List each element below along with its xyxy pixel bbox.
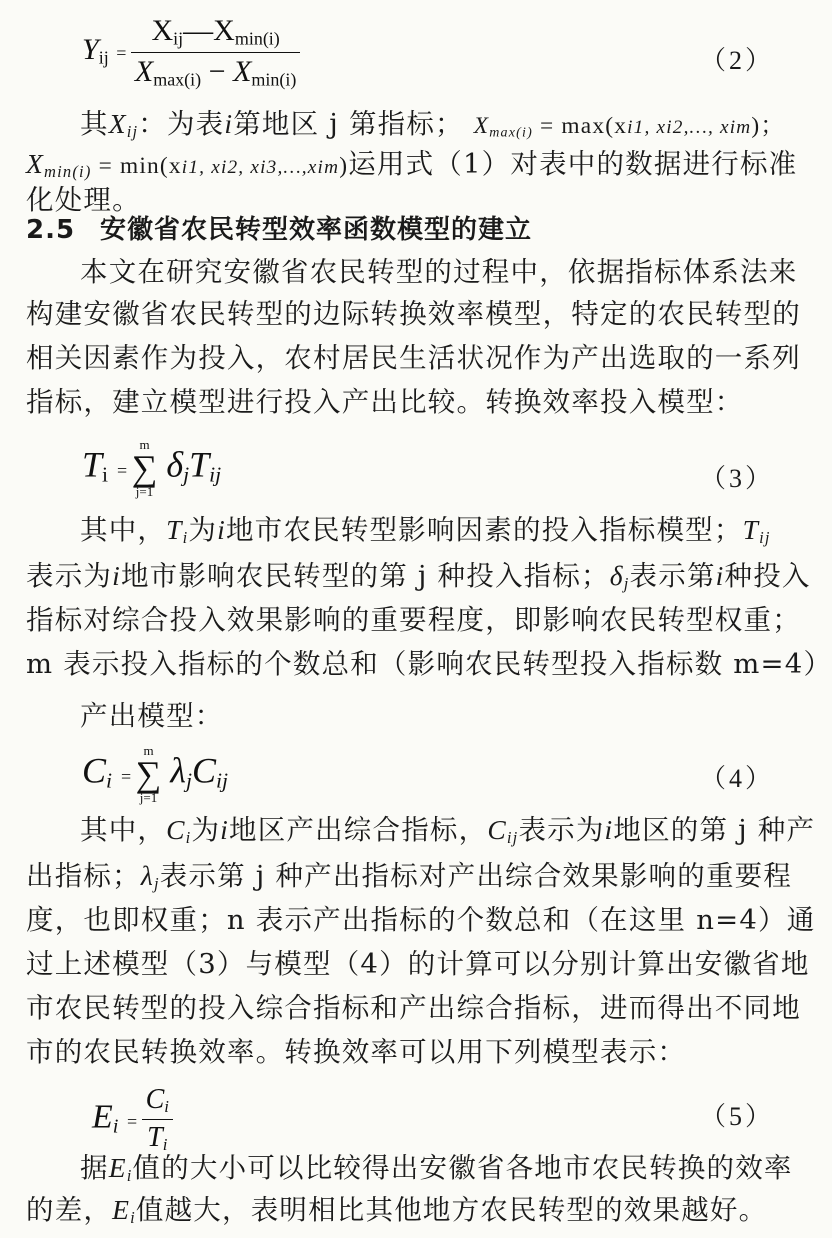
paragraph-4-line-6: 市的农民转换效率。转换效率可以用下列模型表示： <box>26 1036 687 1068</box>
definition-line-2: $X_{min(i)} = \min(xi1$, xi2, xi3,…,xim)运用式（1）对表中的数据进行标准 <box>26 148 798 182</box>
paragraph-4-line-4: 过上述模型（3）与模型（4）的计算可以分别计算出安徽省地 <box>26 948 810 980</box>
paragraph-1-line-4: 指标，建立模型进行投入产出比较。转换效率投入模型： <box>26 386 744 418</box>
paragraph-2-line-1: 其中，$T_i$为i地市农民转型影响因素的投入指标模型；$T_{ij}$ <box>80 514 771 548</box>
output-model-label: 产出模型： <box>80 700 224 732</box>
section-heading <box>26 210 532 250</box>
definition-line-1: 其$X_{ij}$：为表i第地区 j 第指标； $X_{max(i)} = \max(xi1$, xi2,…, xim)； <box>80 108 785 142</box>
paragraph-4-line-3: 度，也即权重；n 表示产出指标的个数总和（在这里 n=4）通 <box>26 904 816 936</box>
paragraph-2-line-2: 表示为i地市影响农民转型的第 j 种投入指标；$\delta_j$表示第i种投入 <box>26 560 811 594</box>
equation-4: $C_i$ = m ∑ j=1 $\lambda_jC_{ij}$ <box>82 743 228 805</box>
paragraph-5-line-1: 据$E_i$值的大小可以比较得出安徽省各地市农民转换的效率 <box>80 1152 793 1186</box>
paragraph-4-line-5: 市农民转型的投入综合指标和产出综合指标，进而得出不同地 <box>26 992 801 1024</box>
equation-4-number: （4） <box>699 764 774 793</box>
paragraph-4-line-2: 出指标；$\lambda_j$表示第 j 种产出指标对产出综合效果影响的重要程 <box>26 860 793 894</box>
eq3-summation: m ∑ j=1 <box>131 437 158 499</box>
paragraph-2-line-4: m 表示投入指标的个数总和（影响农民转型投入指标数 m=4） <box>26 648 832 680</box>
paragraph-1-line-3: 相关因素作为投入，农村居民生活状况作为产出选取的一系列 <box>26 342 801 374</box>
eq4-summation: m ∑ j=1 <box>135 743 162 805</box>
section-number: 2.5 <box>26 215 76 245</box>
section-title: 安徽省农民转型效率函数模型的建立 <box>100 215 533 245</box>
equation-5: $E_i$ = $\frac{C_i}{T_i}$ <box>92 1084 173 1155</box>
paragraph-4-line-1: 其中，$C_i$为i地区产出综合指标，$C_{ij}$表示为i地区的第 j 种产 <box>80 814 816 848</box>
paragraph-1-line-1: 本文在研究安徽省农民转型的过程中，依据指标体系法来 <box>80 256 798 288</box>
eq2-fraction: $\frac{X_{ij}—X_{min(i)}}{X_{max(i)} - X_{min(i)}}$ <box>131 14 301 90</box>
eq2-lhs: $Y_{ij}$ <box>82 32 109 68</box>
equation-3: $T_i$ = m ∑ j=1 $\delta_jT_{ij}$ <box>82 437 222 499</box>
equation-3-number: （3） <box>699 464 774 493</box>
equation-2: $Y_{ij}$ = $\frac{X_{ij}—X_{min(i)}}{X_{max(i)} - X_{min(i)}}$ <box>82 14 300 90</box>
paragraph-2-line-3: 指标对综合投入效果影响的重要程度，即影响农民转型权重； <box>26 604 801 636</box>
equation-2-number: （2） <box>699 46 774 75</box>
paragraph-5-line-2: 的差，$E_i$值越大，表明相比其他地方农民转型的效果越好。 <box>26 1194 768 1228</box>
definition-line-3: 化处理。 <box>26 184 141 216</box>
eq5-fraction: $\frac{C_i}{T_i}$ <box>142 1084 173 1155</box>
paragraph-1-line-2: 构建安徽省农民转型的边际转换效率模型，特定的农民转型的 <box>26 298 801 330</box>
equation-5-number: （5） <box>699 1102 774 1131</box>
